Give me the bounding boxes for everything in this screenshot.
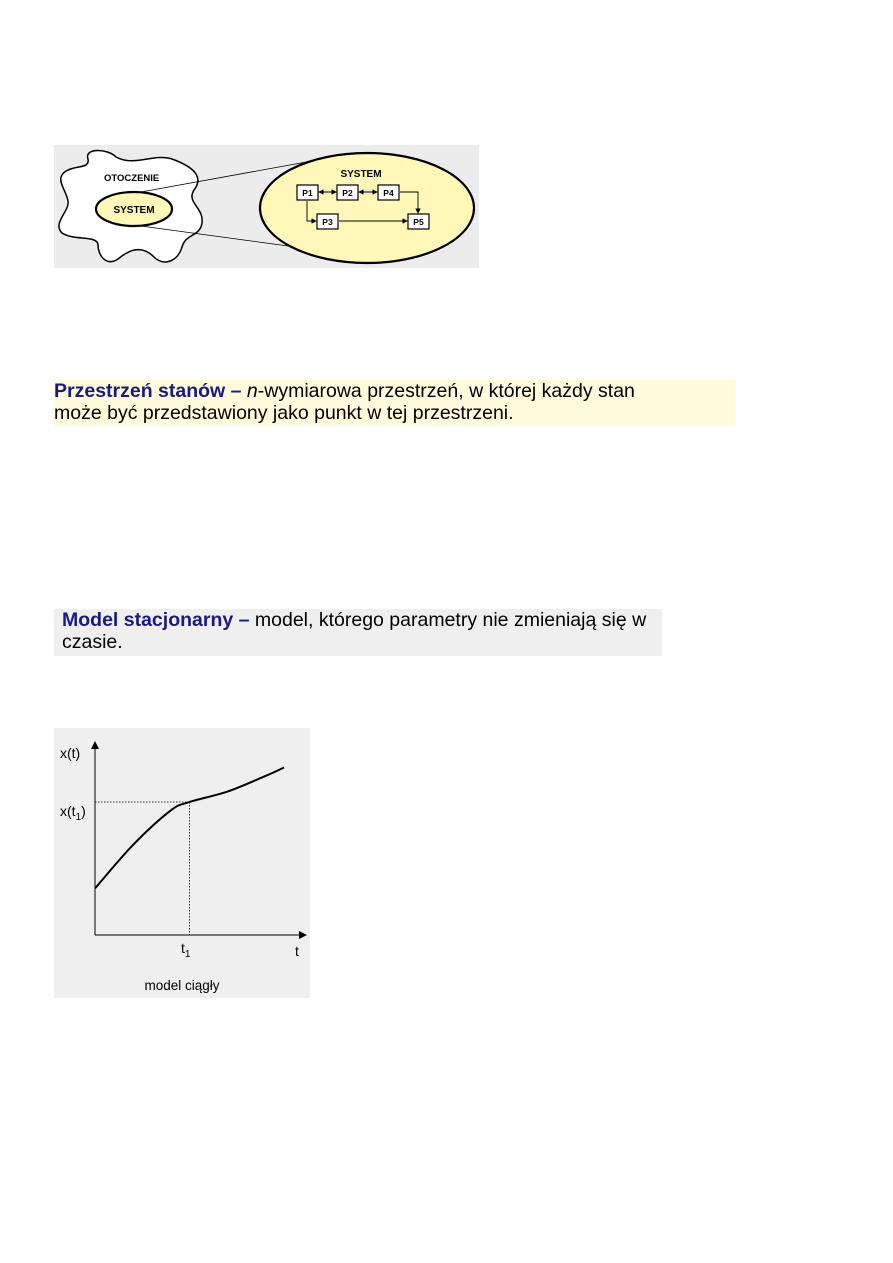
y-axis-label: x(t) — [60, 745, 81, 761]
continuous-model-chart — [54, 728, 310, 998]
process-box-p5 — [408, 214, 429, 229]
chart-marks — [95, 768, 284, 936]
definition-line-1 — [54, 380, 735, 402]
series-line — [95, 768, 284, 889]
definition-state-space — [54, 380, 735, 426]
system-label: SYSTEM — [113, 205, 155, 216]
y-marker-label: $x(t_1)$ — [60, 803, 86, 823]
svg-text:P1: P1 — [302, 188, 313, 198]
definition-italic-n: n — [246, 380, 258, 402]
definition-text-line1: model, którego parametry nie zmieniają się w — [254, 609, 647, 631]
svg-text:P4: P4 — [383, 188, 394, 198]
definition-term: Model stacjonarny — [62, 609, 234, 631]
definition-text-line2: czasie. — [62, 631, 123, 653]
definition-stationary-model — [54, 609, 662, 656]
svg-text:P2: P2 — [342, 188, 353, 198]
x-axis-label: t — [295, 943, 299, 959]
chart-caption: model ciągły — [144, 978, 220, 993]
environment-label: OTOCZENIE — [104, 173, 160, 184]
definition-dash: – — [233, 609, 255, 631]
definition-line-1 — [62, 609, 646, 631]
definition-dash: – — [225, 380, 247, 402]
system-zoom-title: SYSTEM — [340, 169, 382, 180]
definition-text-line2: może być przedstawiony jako punkt w tej przestrzeni. — [54, 402, 514, 424]
process-box-p3 — [317, 214, 338, 229]
process-box-p1 — [297, 185, 318, 200]
process-box-p2 — [337, 185, 358, 200]
svg-text:P5: P5 — [413, 217, 424, 227]
process-box-p4 — [378, 185, 399, 200]
svg-text:P3: P3 — [322, 217, 333, 227]
system-environment-diagram — [54, 145, 479, 268]
chart-svg — [54, 728, 310, 998]
system-diagram-svg — [54, 145, 479, 268]
x-marker-label: $t_1$ — [181, 940, 191, 960]
definition-term: Przestrzeń stanów — [54, 380, 226, 402]
definition-text-line1: -wymiarowa przestrzeń, w której każdy stan — [257, 380, 635, 402]
